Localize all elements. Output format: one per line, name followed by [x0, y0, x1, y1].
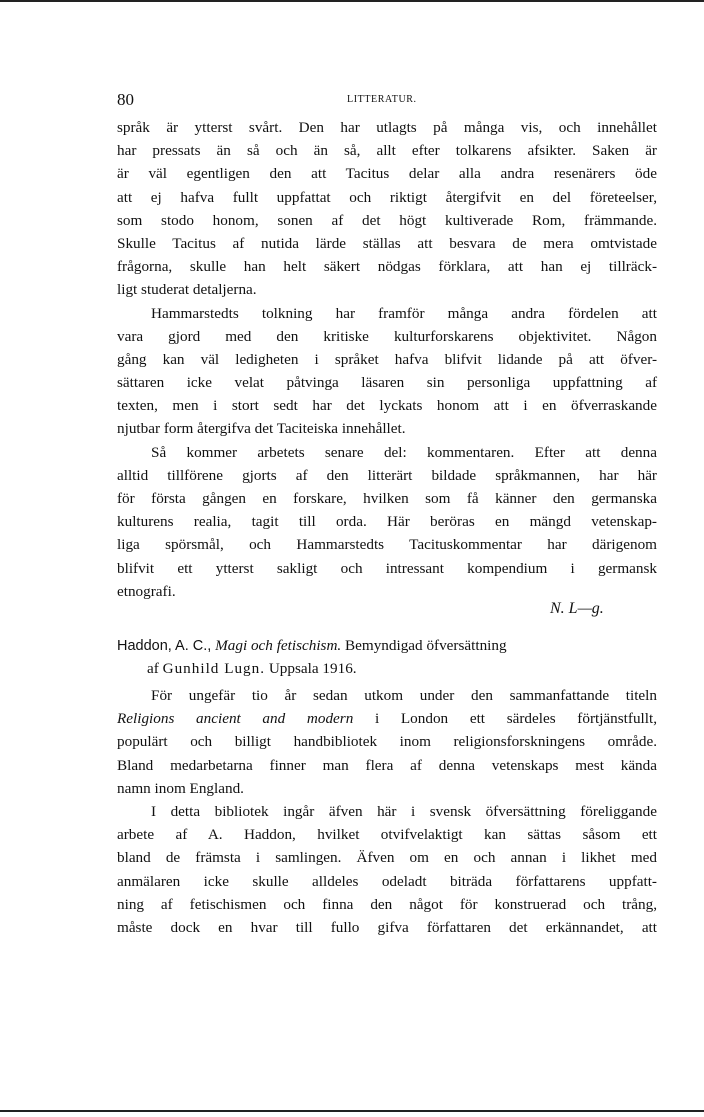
- series-title: Religions ancient and modern: [117, 710, 354, 728]
- text-line: njutbar form återgifva det Taciteiska innehållet.: [117, 420, 406, 438]
- body-text: [117, 116, 657, 603]
- entry-line-1: [117, 634, 657, 657]
- text-line: anmälaren icke skulle alldeles odeladt biträda författarens uppfatt-: [117, 872, 657, 890]
- page-header: [117, 90, 657, 112]
- page-number: 80: [117, 90, 134, 109]
- text-line: Hammarstedts tolkning har framför många andra fördelen att: [151, 304, 657, 322]
- text-line: kulturens realia, tagit till orda. Här beröras en mängd vetenskap-: [117, 513, 657, 531]
- text-line: sättaren icke velat påtvinga läsaren sin personliga uppfattning af: [117, 374, 657, 392]
- text-line: [117, 707, 657, 730]
- text-line: arbete af A. Haddon, hvilket otvifvelaktigt kan sättas såsom ett: [117, 826, 657, 844]
- text-line: ligt studerat detaljerna.: [117, 281, 257, 299]
- text-line: frågorna, skulle han helt säkert nödgas förklara, att han ej tillräck-: [117, 258, 657, 276]
- entry-publication: Uppsala 1916.: [268, 660, 357, 678]
- entry-translator: Gunhild Lugn.: [162, 660, 266, 678]
- review-paragraph-2: [117, 800, 657, 939]
- text-line: populärt och billigt handbibliotek inom religionsforskningens område.: [117, 733, 657, 751]
- text-line: För ungefär tio år sedan utkom under den sammanfattande titeln: [151, 687, 657, 704]
- text-line: Så kommer arbetets senare del: kommentaren. Efter att denna: [151, 443, 657, 461]
- entry-translator-prefix: af: [147, 660, 159, 678]
- text-span: i London ett särdeles förtjänstfullt,: [375, 710, 658, 728]
- paragraph-2: [117, 302, 657, 441]
- scan-edge-bottom: [0, 1110, 704, 1112]
- paragraph-1: [117, 116, 657, 302]
- text-line: som stodo honom, sonen af det högt kultiverade Rom, främmande.: [117, 211, 657, 229]
- text-line: bland de främsta i samlingen. Äfven om en och annan i likhet med: [117, 849, 657, 867]
- text-line: har pressats än så och än så, allt efter tolkarens afsikter. Saken är: [117, 142, 657, 160]
- entry-line-2: [117, 657, 657, 680]
- entry-title: Magi och fetischism.: [215, 637, 342, 654]
- text-line: måste dock en hvar till fullo gifva författaren det erkännandet, att: [117, 918, 657, 936]
- text-line: blifvit ett ytterst sakligt och intressant kompendium i germansk: [117, 559, 657, 577]
- text-line: vara gjord med den kritiske kulturforskarens objektivitet. Någon: [117, 327, 657, 345]
- text-line: att ej hafva fullt uppfattat och riktigt återgifvit en del företeelser,: [117, 188, 657, 206]
- scan-edge-top: [0, 0, 704, 2]
- bibliographic-entry: [117, 634, 657, 680]
- text-line: liga spörsmål, och Hammarstedts Tacituskommentar har därigenom: [117, 536, 657, 554]
- review-text: [117, 684, 657, 939]
- text-line: gång kan väl ledigheten i språket hafva blifvit lidande på att öfver-: [117, 350, 657, 368]
- running-head: LITTERATUR.: [347, 94, 417, 105]
- text-line: texten, men i stort sedt har det lyckats honom att i en öfverraskande: [117, 397, 657, 415]
- text-line: Skulle Tacitus af nutida lärde ställas att besvara de mera omtvistade: [117, 234, 657, 252]
- text-line: språk är ytterst svårt. Den har utlagts på många vis, och innehållet: [117, 119, 657, 136]
- text-line: är väl egentligen den att Tacitus delar alla andra resenärers öde: [117, 165, 657, 183]
- text-line: ning af fetischismen och finna den något för konstruerad och trång,: [117, 895, 657, 913]
- entry-author: Haddon, A. C.,: [117, 638, 212, 654]
- text-line: etnografi.: [117, 582, 176, 600]
- text-line: för första gången en forskare, hvilken som få känner den germanska: [117, 490, 657, 507]
- reviewer-signature: N. L—g.: [550, 600, 604, 617]
- text-line: alltid tillförene gjorts af den litterärt bildade språkmannen, har här: [117, 466, 657, 484]
- paragraph-3: [117, 441, 657, 603]
- text-line: I detta bibliotek ingår äfven här i svensk öfversättning föreliggande: [151, 802, 657, 820]
- text-line: Bland medarbetarna finner man flera af denna vetenskaps mest kända: [117, 756, 657, 774]
- review-paragraph-1: [117, 684, 657, 800]
- entry-subtitle: Bemyndigad öfversättning: [345, 637, 507, 654]
- text-line: namn inom England.: [117, 779, 244, 797]
